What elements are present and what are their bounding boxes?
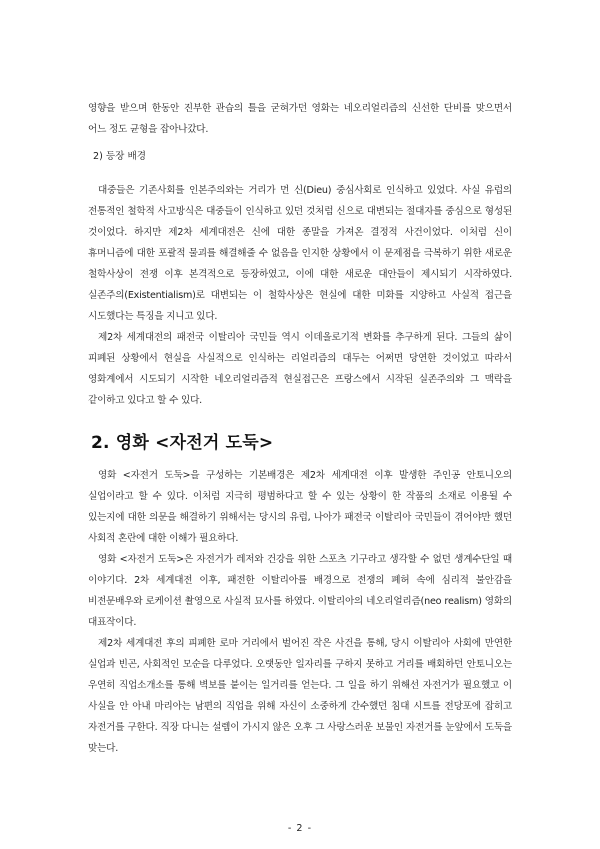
section-title: 2. 영화 <자전거 도둑> <box>91 433 274 453</box>
background-paragraph-2: 제2차 세계대전의 패전국 이탈리아 국민들 역시 이데올로기적 변화를 추구하게 된다. 그들의 삶이 피폐된 상황에서 현실을 사실적으로 인식하는 리얼리즘의 대두는 어쩌면 당연한 것이었고 따라서 영화계에서 시도되기 시작한 네오리얼리즘적 현실접근은 프랑스에서 시작된 실존주의와 그 맥락을 같이하고 있다고 할 수 있다. <box>88 332 512 406</box>
film-paragraph-3: 제2차 세계대전 후의 피폐한 로마 거리에서 벌어진 작은 사건을 통해, 당시 이탈리아 사회에 만연한 실업과 빈곤, 사회적인 모순을 다루었다. 오랫동안 일자리를 구하지 못하고 거리를 배회하던 안토니오는 우연히 직업소개소를 통해 벽보를 붙이는 일거리를 얻는다. 그 일을 하기 위해선 자전거가 필요했고 이 사실을 안 아내 마리아는 남편의 직업을 위해 자신이 소중하게 간수했던 침대 시트를 전당포에 잡히고 자전거를 구한다. 직장 다니는 설렘이 가시지 않은 오후 그 사랑스러운 보물인 자전거를 눈앞에서 도둑을 맞는다. <box>88 638 512 754</box>
subsection-heading: 2) 등장 배경 <box>93 151 147 162</box>
film-paragraph-1: 영화 <자전거 도둑>을 구성하는 기본배경은 제2차 세계대전 이후 발생한 주인공 안토니오의 실업이라고 할 수 있다. 이처럼 지극히 평범하다고 할 수 있는 상황이 한 작품의 소재로 이용될 수 있는지에 대한 의문을 해결하기 위해서는 당시의 유럽, 나아가 패전국 이탈리아 국민들이 겪어야만 했던 사회적 혼란에 대한 이해가 필요하다. <box>88 470 512 544</box>
intro-paragraph: 영향을 받으며 한동안 진부한 관습의 틀을 굳혀가던 영화는 네오리얼리즘의 신선한 단비를 맞으면서 어느 정도 균형을 잡아나갔다. <box>88 103 512 135</box>
film-text-block <box>88 465 512 759</box>
page-number: - 2 - <box>287 823 313 834</box>
background-paragraph-1: 대중들은 기존사회를 인본주의와는 거리가 먼 신(Dieu) 중심사회로 인식하고 있었다. 사실 유럽의 전통적인 철학적 사고방식은 대중들이 인식하고 있던 것처럼 신으로 대변되는 절대자를 중심으로 형성된 것이었다. 하지만 제2차 세계대전은 신에 대한 종말을 가져온 결정적 사건이었다. 이처럼 신이 휴머니즘에 대한 포괄적 물괴를 해결해줄 수 없음을 인지한 상황에서 이 문제점을 극복하기 위한 새로운 철학사상이 전쟁 이후 본격적으로 등장하였고, 이에 대한 새로운 대안들이 제시되기 시작하였다. 실존주의(Existentialism)로 대변되는 이 철학사상은 현실에 대한 미화를 지양하고 사실적 접근을 시도했다는 특징을 지니고 있다. <box>88 185 512 322</box>
intro-text-block <box>88 98 512 140</box>
background-text-block <box>88 180 512 411</box>
film-paragraph-2: 영화 <자전거 도둑>은 자전거가 레저와 건강을 위한 스포츠 기구라고 생각할 수 없던 생계수단일 때 이야기다. 2차 세계대전 이후, 패전한 이탈리아를 배경으로 전쟁의 폐허 속에 심리적 불안감을 비전문배우와 로케이션 촬영으로 사실적 묘사를 하였다. 이탈리아의 네오리얼리즘(neo realism) 영화의 대표작이다. <box>88 554 512 628</box>
